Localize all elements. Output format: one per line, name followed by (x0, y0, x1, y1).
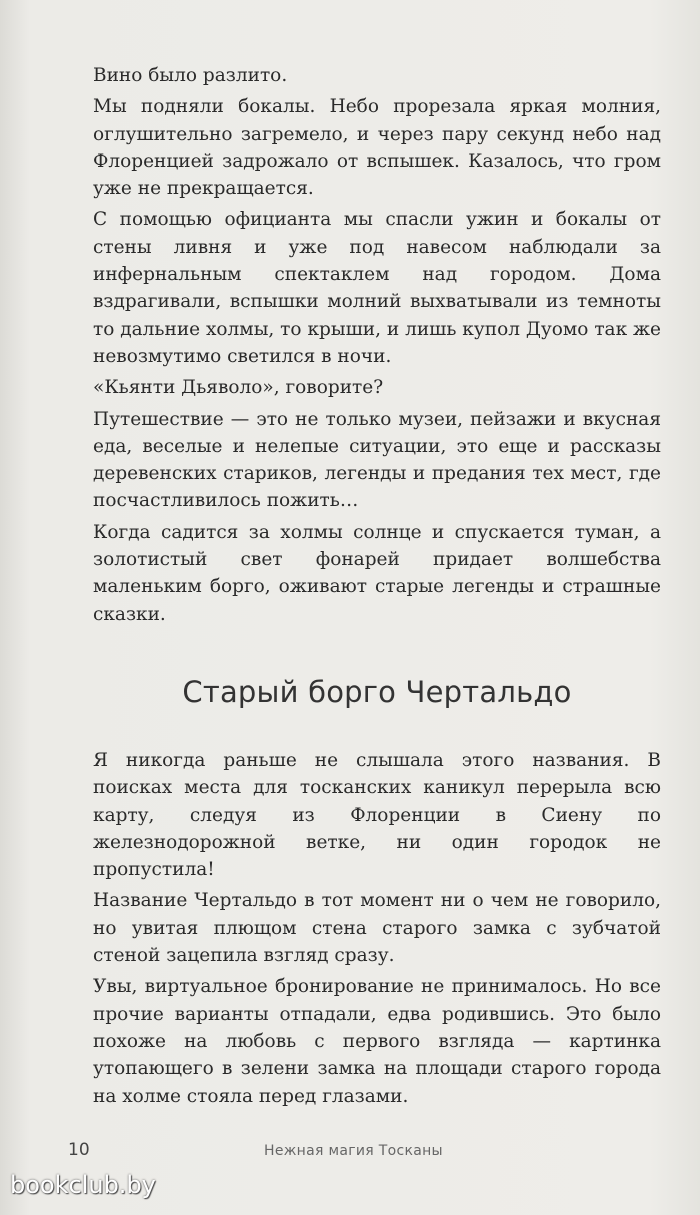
paragraph: С помощью официанта мы спасли ужин и бокалы от стены ливня и уже под навесом наблюдали за инфернальным спектаклем над городом. Дома вздрагивали, вспышки молний выхватывали из темноты то дальние холмы, то крыши, и лишь купол Дуомо так же невозмутимо светился в ночи. (93, 209, 661, 367)
chapter-heading: Старый борго Чертальдо (182, 675, 572, 709)
watermark: bookclub.by (10, 1171, 156, 1199)
paragraph: Вино было разлито. (93, 65, 288, 86)
paragraph: Я никогда раньше не слышала этого названия. В поисках места для тосканских каникул перерыла всю карту, следуя из Флоренции в Сиену по железнодорожной ветке, ни один городок не пропустила! (93, 750, 661, 881)
paragraph: Мы подняли бокалы. Небо прорезала яркая молния, оглушительно загремело, и через пару секунд небо над Флоренцией задрожало от вспышек. Казалось, что гром уже не прекращается. (93, 96, 661, 200)
paragraph: «Кьянти Дьяволо», говорите? (93, 377, 384, 399)
text-block-top (93, 62, 661, 628)
paragraph: Название Чертальдо в тот момент ни о чем не говорило, но увитая плющом стена старого замка с зубчатой стеной зацепила взгляд сразу. (93, 890, 661, 967)
page-number: 10 (68, 1140, 90, 1160)
paragraph: Увы, виртуальное бронирование не принималось. Но все прочие варианты отпадали, едва родившись. Это было похоже на любовь с первого взгляда — картинка утопающего в зелени замка на площади старого города на холме стояла перед глазами. (93, 976, 661, 1107)
text-block-bottom (93, 747, 661, 1110)
running-title: Нежная магия Тосканы (264, 1143, 443, 1159)
paragraph: Путешествие — это не только музеи, пейзажи и вкусная еда, веселые и нелепые ситуации, это еще и рассказы деревенских стариков, легенды и предания тех мест, где посчастливилось пожить… (93, 408, 661, 512)
paragraph: Когда садится за холмы солнце и спускается туман, а золотистый свет фонарей придает волшебства маленьким борго, оживают старые легенды и страшные сказки. (93, 521, 661, 625)
